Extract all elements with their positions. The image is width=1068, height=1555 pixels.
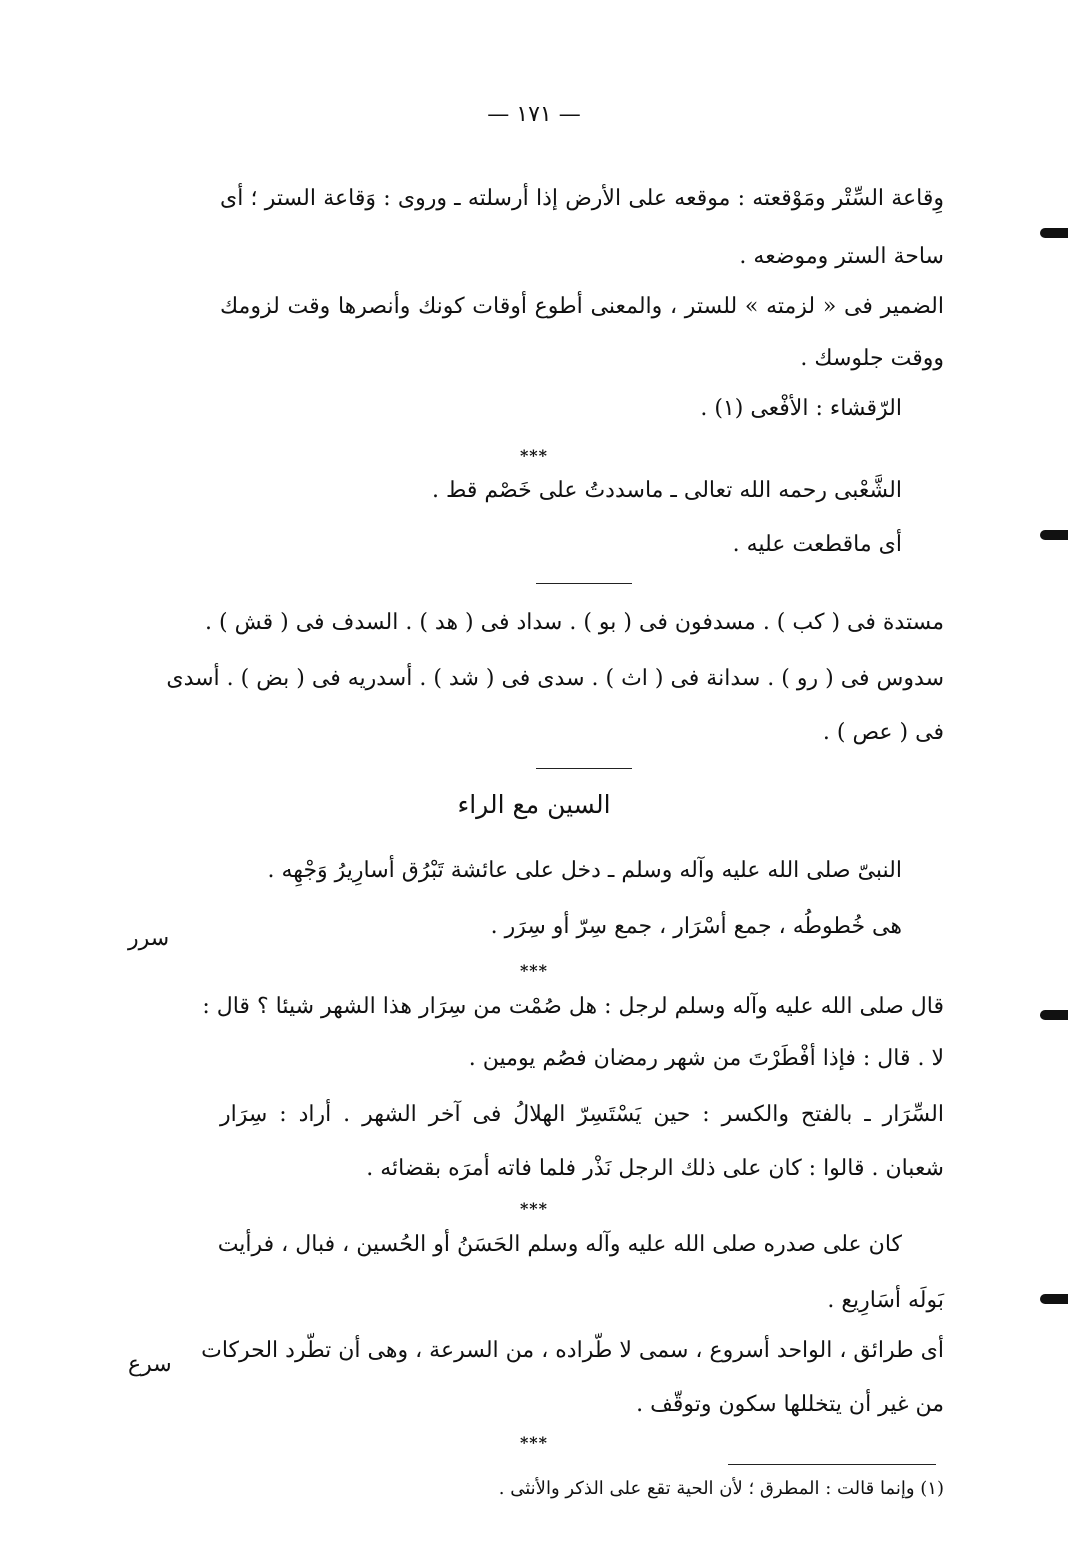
margin-root-note: سرر (128, 926, 170, 951)
text-line: ووقت جلوسك . (800, 346, 944, 371)
cross-reference-line: سدوس فى ( رو ) . سدانة فى ( اث ) . سدى فى ( شد ) . أسدريه فى ( بض ) . أسدى (166, 666, 944, 691)
separator-stars: *** (519, 1199, 549, 1218)
text-line: السِّرَار ـ بالفتح والكسر : حين يَسْتَسِرّ الهلالُ فى آخر الشهر . أراد : سِرَار (220, 1102, 944, 1127)
text-line: من غير أن يتخللها سكون وتوقّف . (636, 1392, 944, 1417)
text-line: شعبان . قالوا : كان على ذلك الرجل نَذْر فلما فاته أمرَه بقضائه . (366, 1156, 944, 1181)
footnote: (١) وإنما قالت : المطرق ؛ لأن الحية تقع على الذكر والأنثى . (498, 1478, 944, 1499)
text-line: وِقاعة السِّتْر ومَوْقعته : موقعه على الأرض إذا أرسلته ـ وروى : وَقاعة الستر ؛ أى (220, 186, 944, 211)
cross-reference-line: فى ( عص ) . (822, 720, 944, 745)
text-line: الرّقشاء : الأفْعى (١) . (700, 396, 902, 421)
text-line: لا . قال : فإذا أفْطَرْتَ من شهر رمضان فصُم يومين . (468, 1046, 944, 1071)
page-edge-mark (1040, 228, 1068, 238)
text-line: قال صلى الله عليه وآله وسلم لرجل : هل صُمْت من سِرَار هذا الشهر شيئا ؟ قال : (202, 994, 944, 1019)
cross-reference-line: مستدة فى ( كب ) . مسدفون فى ( بو ) . سداد فى ( هد ) . السدف فى ( قش ) . (205, 610, 944, 635)
text-line: أى طرائق ، الواحد أسروع ، سمى لا طّراده ، من السرعة ، وهى أن تطّرد الحركات (201, 1338, 944, 1363)
separator-stars: *** (519, 961, 549, 980)
section-title: السين مع الراء (457, 790, 611, 819)
text-line: كان على صدره صلى الله عليه وآله وسلم الحَسَنُ أو الحُسين ، فبال ، فرأيت (217, 1232, 902, 1257)
divider (536, 768, 632, 769)
footnote-divider (728, 1464, 936, 1465)
separator-stars: *** (519, 446, 549, 465)
text-line: الشَّعْبى رحمه الله تعالى ـ ماسددتُ على خَصْم قط . (432, 478, 902, 503)
text-line: أى ماقطعت عليه . (732, 532, 902, 557)
margin-root-note: سرع (128, 1352, 172, 1377)
text-line: هى خُطوطُه ، جمع أسْرَار ، جمع سِرّ أو سِرَر . (490, 914, 902, 939)
page-edge-mark (1040, 1010, 1068, 1020)
text-line: ساحة الستر وموضعه . (739, 244, 944, 269)
page-number: — ١٧١ — (487, 102, 581, 127)
divider (536, 583, 632, 584)
page-edge-mark (1040, 530, 1068, 540)
text-line: الضمير فى « لزمته » للستر ، والمعنى أطوع أوقات كونك وأنصرها وقت لزومك (220, 294, 944, 319)
page-edge-mark (1040, 1294, 1068, 1304)
separator-stars: *** (519, 1433, 549, 1452)
text-line: النبىّ صلى الله عليه وآله وسلم ـ دخل على عائشة تَبْرُق أسارِيرُ وَجْهِه . (267, 858, 902, 883)
text-line: بَولَه أسَارِيع . (827, 1288, 944, 1313)
